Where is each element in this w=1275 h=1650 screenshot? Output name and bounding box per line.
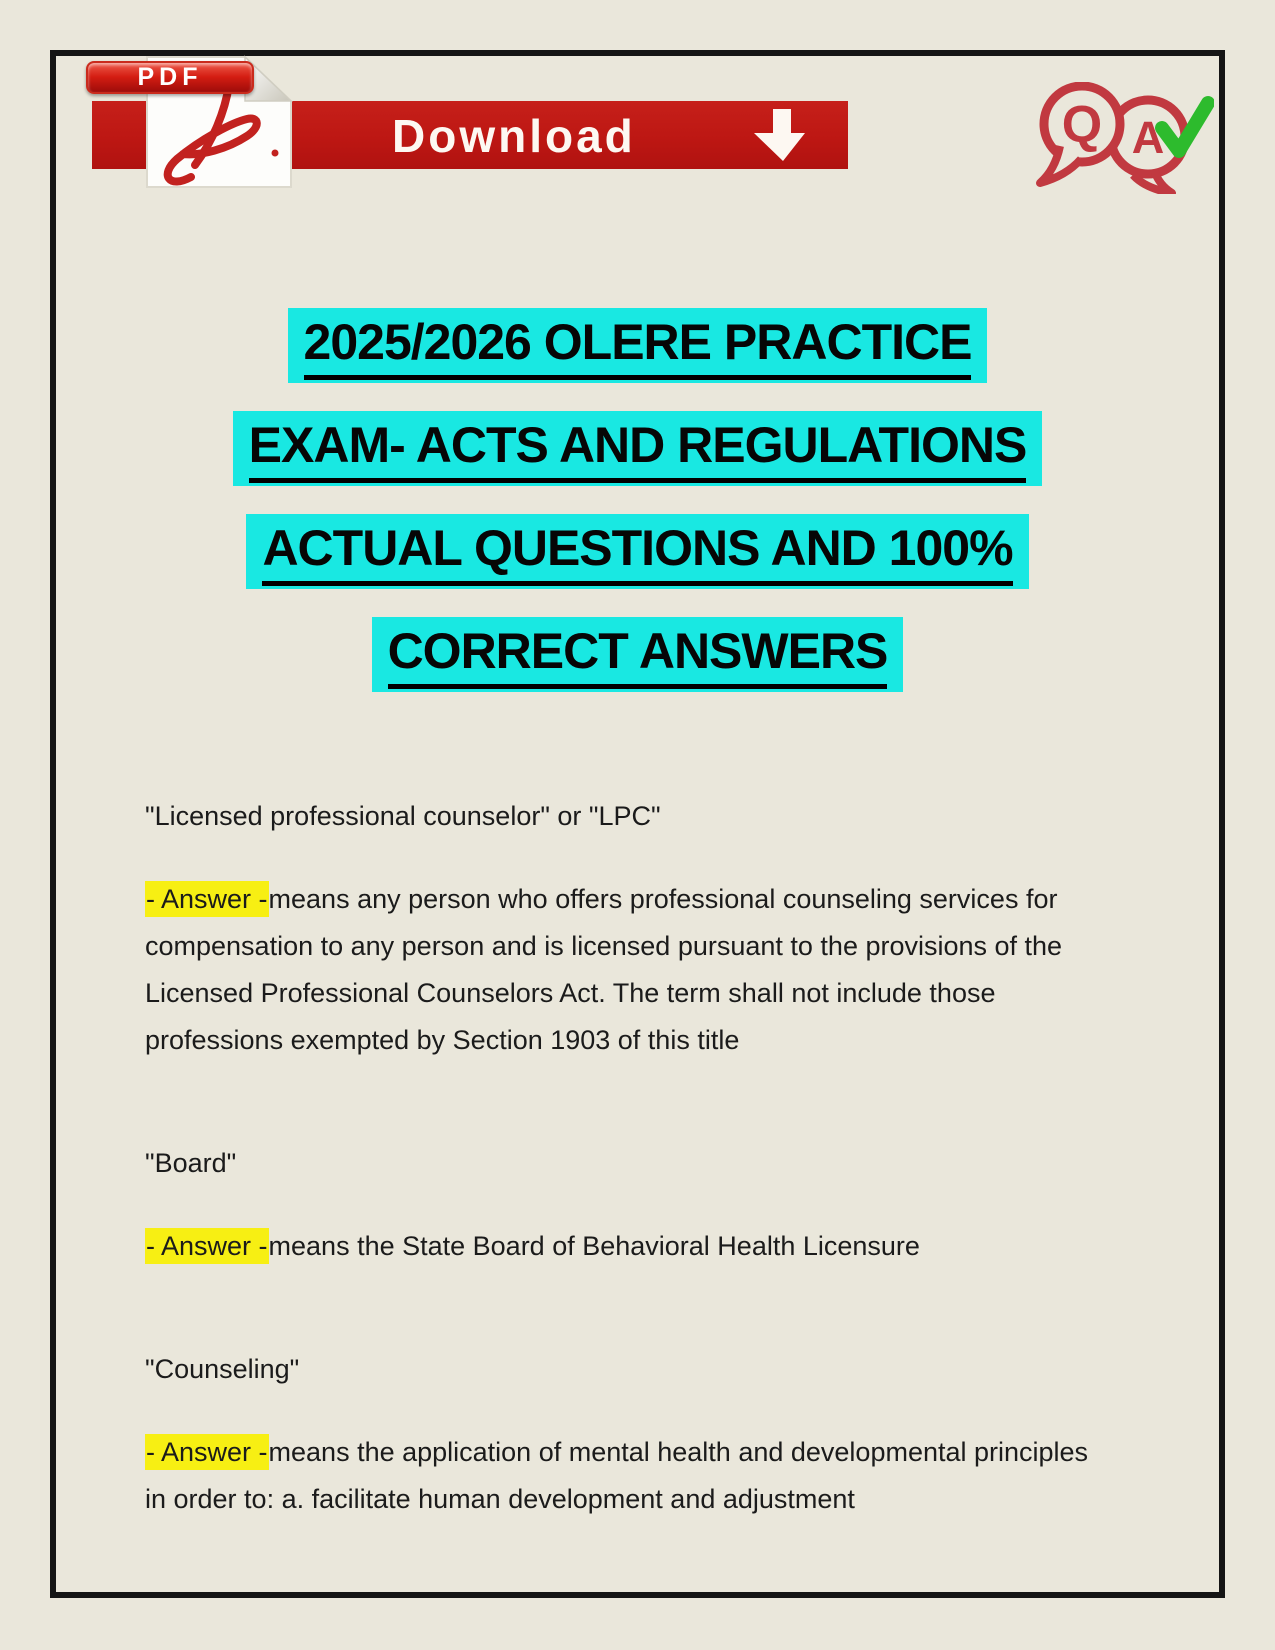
pdf-badge-label: PDF [137, 63, 203, 91]
answer-label-highlight: - Answer - [145, 1228, 269, 1264]
title-line-text: 2025/2026 OLERE PRACTICE [304, 317, 972, 380]
answer-paragraph [145, 1223, 1090, 1270]
title-line [56, 617, 1219, 692]
title-line-text: ACTUAL QUESTIONS AND 100% [262, 523, 1012, 586]
answer-text: means the State Board of Behavioral Health Licensure [268, 1231, 920, 1261]
question-text: "Licensed professional counselor" or "LPC" [145, 801, 661, 831]
answer-text: means the application of mental health and developmental principles in order to: a. facilitate human development and adjustment [145, 1437, 1089, 1514]
answer-paragraph [145, 876, 1090, 1064]
title-line [56, 514, 1219, 589]
answer-label-highlight: - Answer - [145, 1434, 269, 1470]
q-letter: Q [1061, 96, 1103, 154]
qa-content [145, 793, 1090, 1599]
pdf-badge [86, 61, 254, 94]
title-line [56, 411, 1219, 486]
question-text: "Board" [145, 1148, 237, 1178]
title-line [56, 308, 1219, 383]
answer-paragraph [145, 1429, 1090, 1523]
a-letter: A [1131, 112, 1165, 163]
title-line-text: EXAM- ACTS AND REGULATIONS [249, 420, 1027, 483]
qa-logo [1036, 82, 1214, 194]
answer-label-highlight: - Answer - [145, 881, 269, 917]
title-line-text: CORRECT ANSWERS [388, 626, 888, 689]
download-arrow-icon [752, 109, 814, 161]
download-label: Download [392, 110, 636, 162]
answer-text: means any person who offers professional counseling services for compensation to any person and is licensed pursuant to the provisions of the Licensed Professional Counselors Act. The term shall not include those professions exempted by Section 1903 of this title [145, 884, 1063, 1055]
question-text: "Counseling" [145, 1354, 300, 1384]
document-title [56, 308, 1219, 720]
